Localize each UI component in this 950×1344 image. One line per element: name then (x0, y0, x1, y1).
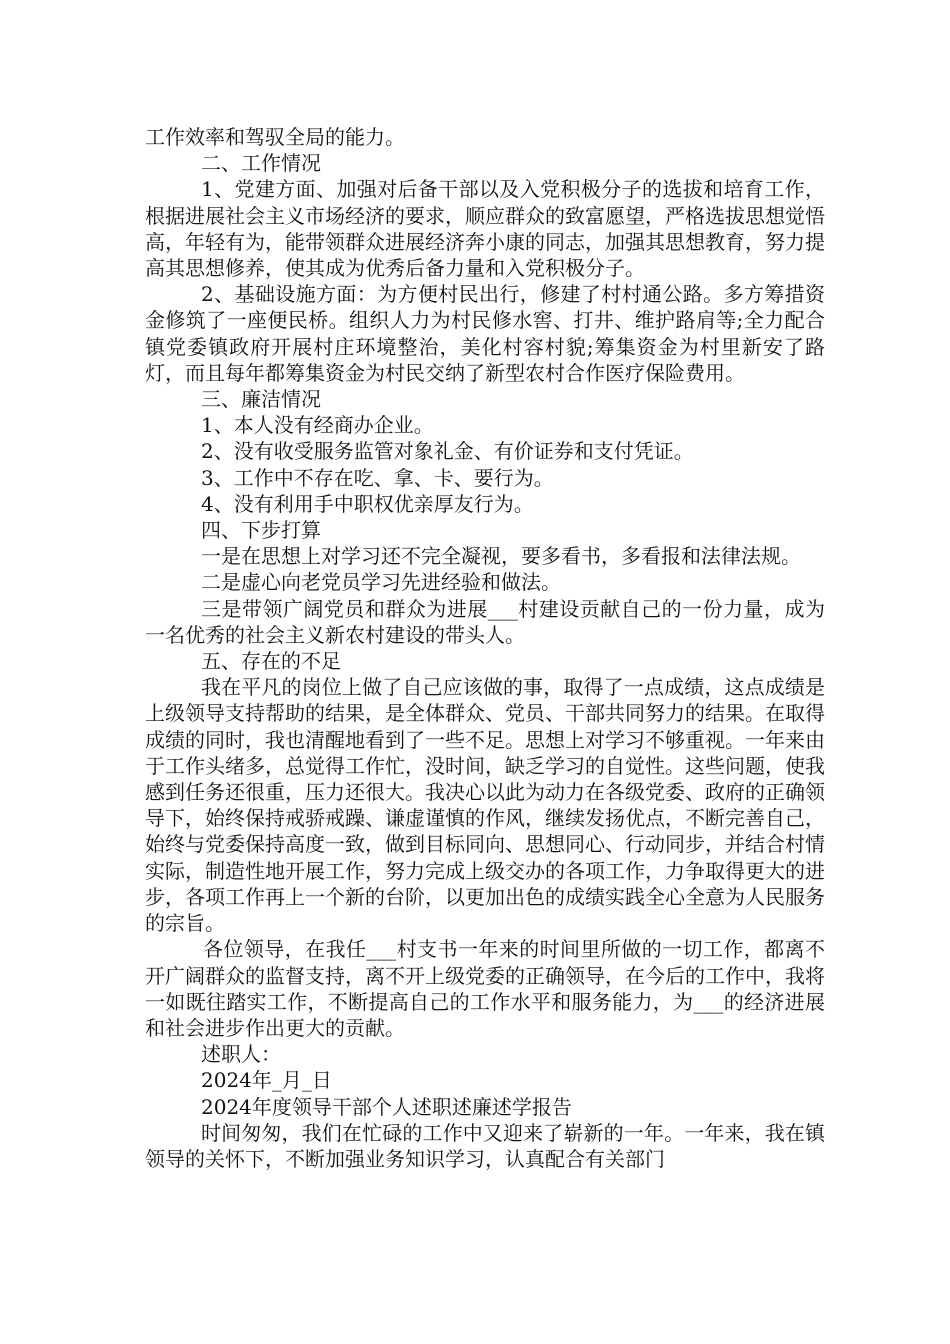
paragraph-report-intro: 时间匆匆，我们在忙碌的工作中又迎来了崭新的一年。一年来，我在镇领导的关怀下，不断加强业务知识学习，认真配合有关部门 (145, 1120, 825, 1171)
report-title: 2024年度领导干部个人述职述廉述学报告 (201, 1094, 572, 1119)
date-line: 2024年_月_日 (201, 1068, 332, 1093)
list-item-integrity-2: 2、没有收受服务监管对象礼金、有价证券和支付凭证。 (201, 439, 694, 464)
paragraph-closing: 各位领导，在我任___村支书一年来的时间里所做的一切工作，都离不开广阔群众的监督支持，离不开上级党委的正确领导，在今后的工作中，我将一如既往踏实工作，不断提高自己的工作水平和服务能力，为___的经济进展和社会进步作出更大的贡献。 (145, 937, 825, 1040)
paragraph-shortcomings: 我在平凡的岗位上做了自己应该做的事，取得了一点成绩，这点成绩是上级领导支持帮助的结果，是全体群众、党员、干部共同努力的结果。在取得成绩的同时，我也清醒地看到了一些不足。思想上对学习不够重视。一年来由于工作头绪多，总觉得工作忙，没时间，缺乏学习的自觉性。这些问题，使我感到任务还很重，压力还很大。我决心以此为动力在各级党委、政府的正确领导下，始终保持戒骄戒躁、谦虚谨慎的作风，继续发扬优点，不断完善自己，始终与党委保持高度一致，做到目标同向、思想同心、行动同步，并结合村情实际，制造性地开展工作，努力完成上级交办的各项工作，力争取得更大的进步，各项工作再上一个新的台阶，以更加出色的成绩实践全心全意为人民服务的宗旨。 (145, 675, 825, 936)
paragraph-next-step-2: 二是虚心向老党员学习先进经验和做法。 (201, 570, 561, 595)
paragraph-infrastructure: 2、基础设施方面：为方便村民出行，修建了村村通公路。多方筹措资金修筑了一座便民桥。组织人力为村民修水窖、打井、维护路肩等;全力配合镇党委镇政府开展村庄环境整治，美化村容村貌;筹集资金为村里新安了路灯，而且每年都筹集资金为村民交纳了新型农村合作医疗保险费用。 (145, 282, 825, 385)
section-heading-shortcomings: 五、存在的不足 (201, 649, 341, 674)
paragraph-next-step-3: 三是带领广阔党员和群众为进展___村建设贡献自己的一份力量，成为一名优秀的社会主义新农村建设的带头人。 (145, 596, 825, 647)
section-heading-work-status: 二、工作情况 (201, 151, 321, 176)
paragraph-continuation: 工作效率和驾驭全局的能力。 (145, 125, 405, 149)
list-item-integrity-4: 4、没有利用手中职权优亲厚友行为。 (201, 491, 534, 516)
paragraph-party-building: 1、党建方面、加强对后备干部以及入党积极分子的选拔和培育工作，根据进展社会主义市场经济的要求，顺应群众的致富愿望，严格选拔思想觉悟高，年轻有为，能带领群众进展经济奔小康的同志，加强其思想教育，努力提高其思想修养，使其成为优秀后备力量和入党积极分子。 (145, 177, 825, 281)
list-item-integrity-3: 3、工作中不存在吃、拿、卡、要行为。 (201, 465, 554, 490)
section-heading-integrity: 三、廉洁情况 (201, 387, 321, 412)
paragraph-next-step-1: 一是在思想上对学习还不完全凝视，要多看书，多看报和法律法规。 (201, 544, 801, 569)
section-heading-next-steps: 四、下步打算 (201, 518, 321, 543)
list-item-integrity-1: 1、本人没有经商办企业。 (201, 413, 434, 438)
signature-label: 述职人： (201, 1042, 281, 1067)
document-page (145, 124, 825, 1172)
